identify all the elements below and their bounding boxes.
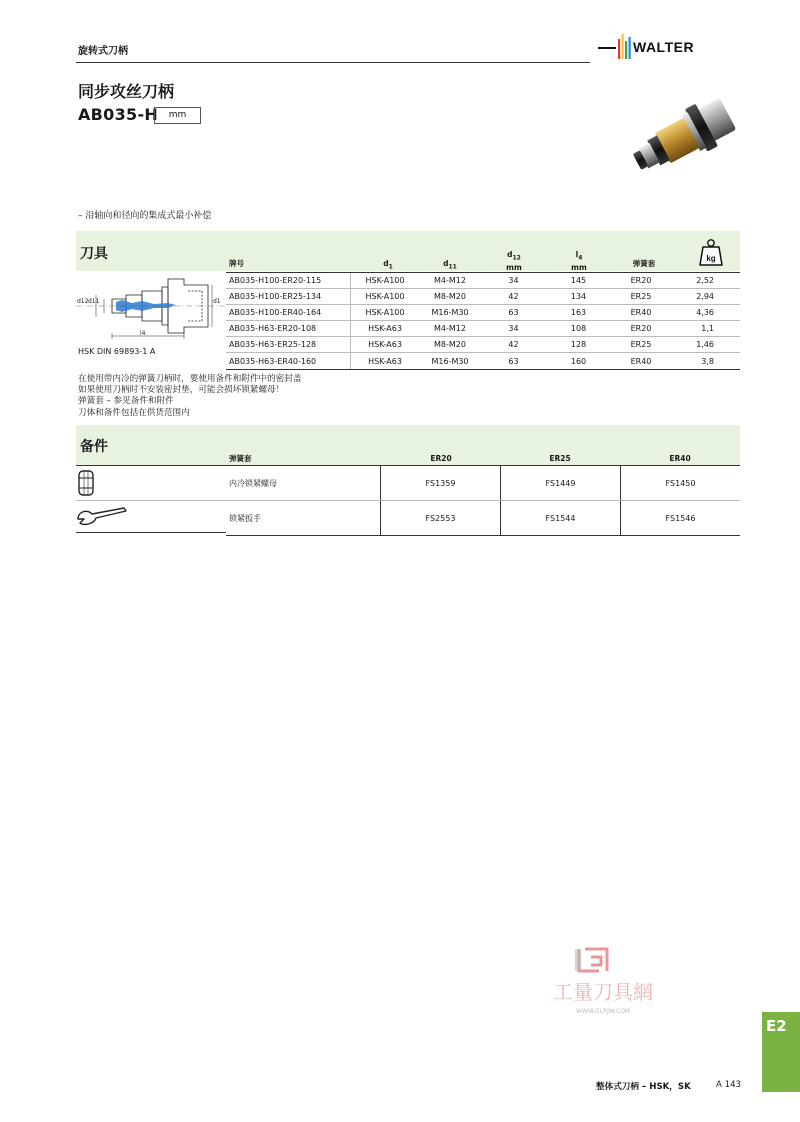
table-cell: 4,36 [671,305,740,321]
svg-text:d12: d12 [77,298,89,305]
table-cell: AB035-H100-ER25-134 [226,289,351,305]
wrench-icon [76,505,128,527]
table-cell: ER20 [611,321,671,337]
table-cell: ER40 [611,353,671,369]
tools-table [226,273,740,370]
table-cell: 145 [546,273,611,289]
table-cell: 134 [546,289,611,305]
accessory-part-number: FS1449 [501,466,621,501]
table-cell: M16-M30 [419,305,481,321]
table-cell: 108 [546,321,611,337]
accessory-part-number: FS1359 [381,466,501,501]
table-cell: 3,8 [671,353,740,369]
accessory-part-number: FS1544 [501,501,621,536]
col-header-l4: $l_4$ mm [571,250,587,272]
col-header-d1: $d_1$ [383,259,393,271]
svg-text:d11: d11 [88,298,100,305]
table-cell: 63 [481,305,546,321]
table-cell: 1,1 [671,321,740,337]
feature-note: – 沿轴向和径向的集成式最小补偿 [78,211,212,221]
accessory-part-number: FS2553 [381,501,501,536]
table-cell: ER40 [611,305,671,321]
walter-logo [598,30,740,60]
accessories-section-title: 备件 [80,439,108,455]
footer-title: 整体式刀柄 – HSK，SK [596,1082,691,1092]
svg-text:WALTER: WALTER [633,39,695,55]
table-cell: HSK-A63 [351,337,420,353]
page-title: 同步攻丝刀柄 [78,82,175,101]
table-cell: 128 [546,337,611,353]
standard-label: HSK DIN 69893-1 A [78,347,156,356]
table-cell: ER25 [611,289,671,305]
table-cell: HSK-A63 [351,353,420,369]
table-cell: 42 [481,337,546,353]
table-cell: AB035-H63-ER40-160 [226,353,351,369]
table-cell: 34 [481,273,546,289]
header-category: 旋转式刀柄 [78,46,128,57]
accessory-part-number: FS1450 [621,466,741,501]
usage-note: 如果使用刀柄时不安装密封垫，可能会损坏锁紧螺母！ [78,385,285,396]
table-cell: HSK-A100 [351,305,420,321]
table-cell: ER20 [611,273,671,289]
accessory-row [226,466,740,501]
table-row [226,321,740,337]
table-row [226,289,740,305]
header-rule [76,62,590,63]
svg-text:d1: d1 [213,298,221,305]
acc-header-er40: ER40 [669,454,691,463]
usage-note: 刀体和备件包括在供货范围内 [78,407,190,418]
table-cell: 2,52 [671,273,740,289]
col-header-collet: 弹簧套 [632,259,656,268]
table-cell: 2,94 [671,289,740,305]
table-cell: 160 [546,353,611,369]
table-cell: 42 [481,289,546,305]
table-cell: 63 [481,353,546,369]
table-cell: HSK-A100 [351,289,420,305]
weight-kg-icon [698,237,724,267]
product-photo [622,96,740,180]
table-cell: AB035-H100-ER20-115 [226,273,351,289]
page-number: A 143 [716,1080,742,1090]
table-cell: ER25 [611,337,671,353]
svg-text:WWW.GLRJW.COM: WWW.GLRJW.COM [575,1008,631,1015]
accessory-part-number: FS1546 [621,501,741,536]
svg-text:l4: l4 [140,330,146,337]
row-divider [76,500,226,501]
accessory-label: 锁紧扳手 [226,501,381,536]
table-cell: M4-M12 [419,321,481,337]
chapter-tab-label: E2 [766,1017,787,1035]
lock-nut-icon [76,469,96,497]
col-header-d12: $d_{12}$ mm [506,250,522,272]
svg-text:工量刀具網: 工量刀具網 [553,980,653,1004]
table-cell: AB035-H100-ER40-164 [226,305,351,321]
table-row [226,353,740,369]
table-cell: M16-M30 [419,353,481,369]
table-cell: M4-M12 [419,273,481,289]
table-cell: 163 [546,305,611,321]
tool-holder-drawing [76,273,224,339]
table-cell: HSK-A63 [351,321,420,337]
table-cell: HSK-A100 [351,273,420,289]
col-header-d11: $d_{11}$ [443,259,457,271]
table-row [226,337,740,353]
watermark [535,943,671,1023]
accessory-row [226,501,740,536]
svg-text:kg: kg [706,254,716,263]
table-cell: AB035-H63-ER25-128 [226,337,351,353]
table-cell: M8-M20 [419,337,481,353]
accessories-table [226,466,740,536]
tools-section-title: 刀具 [80,246,108,262]
table-cell: 1,46 [671,337,740,353]
acc-header-er25: ER25 [549,454,571,463]
table-cell: AB035-H63-ER20-108 [226,321,351,337]
table-cell: 34 [481,321,546,337]
accessories-section-band [76,425,740,465]
product-code: AB035-H [78,105,159,124]
col-header-designation: 牌号 [229,259,244,268]
acc-header-er20: ER20 [430,454,452,463]
usage-note: 弹簧套 – 参见备件和附件 [78,396,174,407]
usage-note: 在使用带内冷的弹簧刀柄时，要使用备件和附件中的密封盖 [78,374,302,384]
usage-notes [78,374,301,419]
table-row [226,273,740,289]
unit-badge: mm [154,107,201,124]
table-cell: M8-M20 [419,289,481,305]
table-row [226,305,740,321]
row-divider [76,532,226,533]
acc-header-collet: 弹簧套 [229,454,252,463]
accessory-label: 内冷锁紧螺母 [226,466,381,501]
